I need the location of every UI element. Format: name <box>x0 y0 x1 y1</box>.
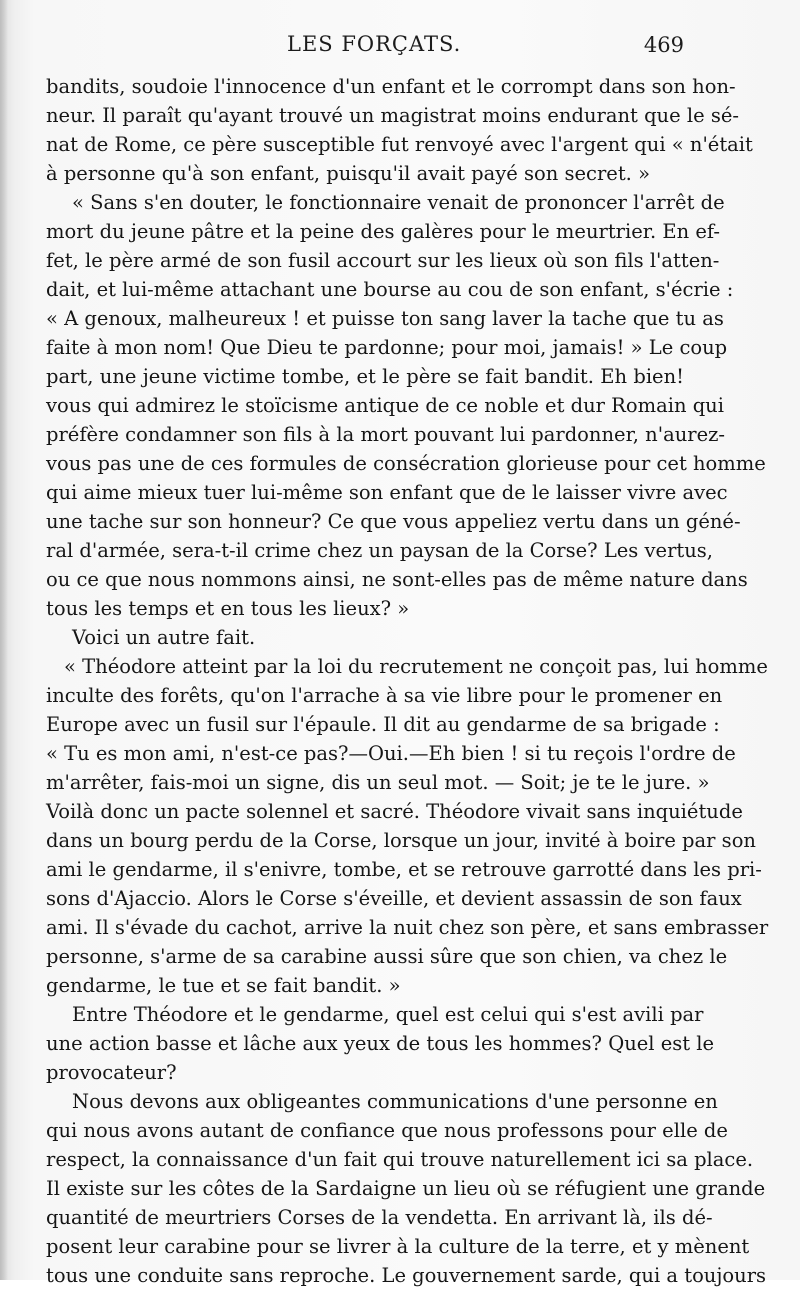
text-line: préfère condamner son fils à la mort pouvant lui pardonner, n'aurez- <box>46 423 725 446</box>
text-line: Voici un autre fait. <box>72 626 256 649</box>
text-line: mort du jeune pâtre et la peine des galères pour le meurtrier. En ef- <box>46 220 720 243</box>
page-header <box>46 32 684 62</box>
text-line: neur. Il paraît qu'ayant trouvé un magistrat moins endurant que le sé- <box>46 104 739 127</box>
text-line: Nous devons aux obligeantes communications d'une personne en <box>72 1090 718 1113</box>
text-line: inculte des forêts, qu'on l'arrache à sa vie libre pour le promener en <box>46 684 723 707</box>
text-line: « Sans s'en douter, le fonctionnaire venait de prononcer l'arrêt de <box>72 191 725 214</box>
text-line: faite à mon nom! Que Dieu te pardonne; pour moi, jamais! » Le coup <box>46 336 728 359</box>
text-line: quantité de meurtriers Corses de la vendetta. En arrivant là, ils dé- <box>46 1206 713 1229</box>
text-line: vous qui admirez le stoïcisme antique de ce noble et dur Romain qui <box>46 394 724 417</box>
text-line: Europe avec un fusil sur l'épaule. Il dit au gendarme de sa brigade : <box>46 713 720 736</box>
text-line: tous une conduite sans reproche. Le gouvernement sarde, qui a toujours <box>46 1264 767 1287</box>
text-line: « Tu es mon ami, n'est-ce pas?—Oui.—Eh bien ! si tu reçois l'ordre de <box>46 742 736 765</box>
text-line: ou ce que nous nommons ainsi, ne sont-elles pas de même nature dans <box>46 568 748 591</box>
text-line: part, une jeune victime tombe, et le père se fait bandit. Eh bien! <box>46 365 684 388</box>
text-line: ral d'armée, sera-t-il crime chez un paysan de la Corse? Les vertus, <box>46 539 713 562</box>
text-line: qui nous avons autant de confiance que nous professons pour elle de <box>46 1119 728 1142</box>
text-line: ami le gendarme, il s'enivre, tombe, et se retrouve garrotté dans les pri- <box>46 858 762 881</box>
text-line: une tache sur son honneur? Ce que vous appeliez vertu dans un géné- <box>46 510 741 533</box>
text-line: Entre Théodore et le gendarme, quel est celui qui s'est avili par <box>72 1003 704 1026</box>
text-line: m'arrêter, fais-moi un signe, dis un seul mot. — Soit; je te le jure. » <box>46 771 710 794</box>
text-line: ami. Il s'évade du cachot, arrive la nuit chez son père, et sans embrasser <box>46 916 769 939</box>
text-line: bandits, soudoie l'innocence d'un enfant et le corrompt dans son hon- <box>46 75 736 98</box>
text-line: à personne qu'à son enfant, puisqu'il avait payé son secret. » <box>46 162 650 185</box>
text-line: personne, s'arme de sa carabine aussi sûre que son chien, va chez le <box>46 945 728 968</box>
text-line: respect, la connaissance d'un fait qui trouve naturellement ici sa place. <box>46 1148 754 1171</box>
text-line: fet, le père armé de son fusil accourt sur les lieux où son fils l'atten- <box>46 249 720 272</box>
text-line: provocateur? <box>46 1061 177 1084</box>
text-line: nat de Rome, ce père susceptible fut renvoyé avec l'argent qui « n'était <box>46 133 753 156</box>
text-line: Voilà donc un pacte solennel et sacré. Théodore vivait sans inquiétude <box>46 800 743 823</box>
text-line: dans un bourg perdu de la Corse, lorsque un jour, invité à boire par son <box>46 829 756 852</box>
text-line: dait, et lui-même attachant une bourse au cou de son enfant, s'écrie : <box>46 278 734 301</box>
text-line: une action basse et lâche aux yeux de tous les hommes? Quel est le <box>46 1032 715 1055</box>
text-line: qui aime mieux tuer lui-même son enfant que de le laisser vivre avec <box>46 481 728 504</box>
text-line: sons d'Ajaccio. Alors le Corse s'éveille, et devient assassin de son faux <box>46 887 742 910</box>
text-line: Il existe sur les côtes de la Sardaigne un lieu où se réfugient une grande <box>46 1177 766 1200</box>
text-line: posent leur carabine pour se livrer à la culture de la terre, et y mènent <box>46 1235 750 1258</box>
running-title: LES FORÇATS. <box>287 32 462 56</box>
text-line: gendarme, le tue et se fait bandit. » <box>46 974 401 997</box>
text-line: « Théodore atteint par la loi du recrutement ne conçoit pas, lui homme <box>64 655 768 678</box>
page-number: 469 <box>643 33 684 57</box>
text-body <box>46 72 769 1290</box>
text-line: tous les temps et en tous les lieux? » <box>46 597 410 620</box>
text-line: « A genoux, malheureux ! et puisse ton sang laver la tache que tu as <box>46 307 724 330</box>
text-line: vous pas une de ces formules de consécration glorieuse pour cet homme <box>46 452 766 475</box>
